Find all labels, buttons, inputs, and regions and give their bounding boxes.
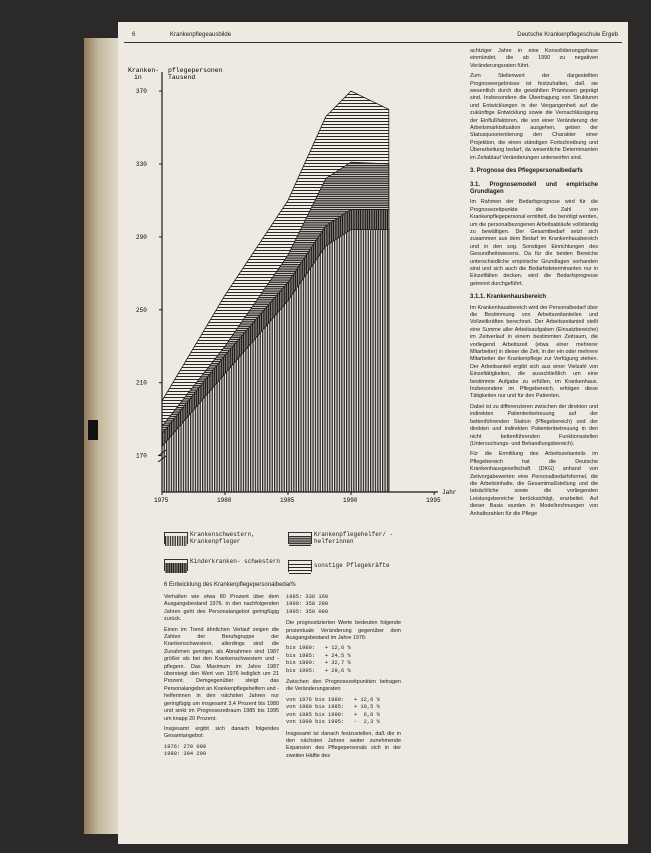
legend-label-kinderkrankenschwestern: Kinderkranken- schwestern (190, 558, 281, 565)
legend-label-krankenpflegehelfer: Krankenpflegehelfer/ -helferinnen (314, 531, 394, 545)
paragraph: Insgesamt ergibt sich danach folgendes Gesamtangebot: (164, 725, 279, 740)
y-tick-label: 370 (136, 88, 147, 96)
y-axis-title-line2a: in (134, 74, 142, 81)
running-head-left: Krankenpflegeausbilde (170, 32, 232, 38)
subsection-heading: 3.1. Prognosemodell und empirische Grundlagen (470, 181, 598, 195)
value-row: 1985: 336 160 (286, 594, 329, 600)
y-tick-label: 250 (136, 306, 147, 314)
y-tick-label: 290 (136, 233, 147, 241)
legend-swatch-sonstige (288, 560, 312, 572)
x-tick-label: 1985 (280, 497, 295, 504)
rate-row: von 1990 bis 1995: - 2,3 % (286, 719, 380, 726)
y-tick-label: 330 (136, 161, 147, 168)
y-tick-label: 210 (136, 379, 147, 387)
subsubsection-heading: 3.1.1. Krankenhausbereich (470, 294, 547, 301)
legend-swatch-kinderkrankenschwestern (164, 559, 188, 571)
x-axis-title: Jahr (442, 489, 457, 496)
running-head-right: Deutsche Krankenpflegeschule Ergeb (517, 32, 618, 38)
paragraph: achtziger Jahre in eine Konsolidierungsphase einmündet, die ab 1990 zu negativen Veränderungsraten führt. (470, 48, 598, 69)
legend-swatch-krankenschwestern (164, 532, 188, 544)
section-heading: 3. Prognose des Pflegepersonalbedarfs (470, 168, 583, 175)
rate-row: von 1985 bis 1990: + 6,6 % (286, 711, 380, 718)
legend-label-krankenschwestern: Krankenschwestern, Krankenpfleger (190, 531, 255, 545)
value-row: 1980: 304 290 (164, 751, 207, 758)
text-column-right (470, 48, 598, 521)
rate-row: von 1976 bis 1980: + 12,6 % (286, 696, 380, 703)
y-axis-title-line2b: Tausend (168, 74, 196, 81)
page-number: 6 (132, 32, 136, 38)
paragraph: Verhalten wie etwa 80 Prozent über dem Ausgangsbestand 1976. In den nachfolgenden Jahren geht des Personalangebot geringfügig zurück. (164, 594, 279, 623)
x-tick-label: 1990 (343, 497, 358, 504)
legend-label-sonstige: sonstige Pflegekräfte (314, 562, 390, 569)
paragraph: Im Rahmen der Bedarfsprognose wird für die Prognosezeitpunkte die Zahl von Krankenpflegepersonal ermittelt, die benötigt werden, um die personalbezogenen Arbeitsabläufe vollständig zu bewältigen. Der Gesamtbedarf setzt sich zusammen aus dem Bedarf im Krankenhausbereich und in den sog. Sonstigen Einrichtungen des Gesundheitswesens. Da für die beiden Bereiche unterschiedliche empirische Grundlagen vorhanden sind und sich auch die Bedarfsdeterminanten nur in Einzelfällen decken, wird die Bedarfsprognose getrennt durchgeführt. (470, 199, 598, 287)
book-page (118, 22, 628, 844)
x-tick-label: 1975 (154, 497, 169, 504)
value-row: 1990: 358 280 (286, 601, 329, 608)
paragraph: Insgesamt ist danach festzustellen, daß die in den nächsten Jahren weiter zunehmende Expansion des Pflegepersonals sich in der zweiten Hälfte des (286, 730, 401, 759)
value-row: 1995: 350 080 (286, 608, 329, 615)
rate-row: von 1980 bis 1985: + 10,5 % (286, 704, 380, 711)
paragraph: Einen im Trend ähnlichen Verlauf zeigen die Zahlen der Berufsgruppe der Krankenschwestern, allerdings sind die Zunahmen geringer, als Abnahmen sind 1987 größer als bei den Krankenschwestern und -pflegern. Das Maximum im Jahre 1987 übersteigt den Wert von 1976 lediglich um 21 Prozent. Demgegenüber steigt das Personalangebot an Krankenpflegehelfern und -helferinnen in den nächsten Jahren nur geringfügig um insgesamt 3,4 Prozent bis 1980 und sinkt im Prognosezeitraum 1985 bis 1995 um knapp 20 Prozent. (164, 626, 279, 722)
paragraph: Zwischen den Prognosezeitpunkten betragen die Veränderungsraten (286, 679, 401, 693)
text-column-left (164, 594, 279, 759)
figure-caption: 6 Entwicklung des Krankenpflegepersonalbedarfs (164, 582, 296, 588)
change-row: bis 1990: + 32,7 % (286, 660, 351, 667)
y-axis-title-line1: Kranken- (128, 67, 160, 74)
paragraph: Zum Stellenwert der dargestellten Prognoseergebnisse ist festzuhalten, daß sie wesentlich durch die gewählten Prämissen geprägt sind. Insbesondere die Übertragung von Strukturen und Entwicklungen in der Vergangenheit auf die zukünftige Entwicklung sowie die Vernachlässigung der Einflußfaktoren, die von einer Veränderung der Arbeitsmarktsituation ausgehen, geben der Statusquoorientierung den Charakter einer Projektion, die einen ständigen Fortschreibung und Überarbeitung bedarf, da wesentliche Determinanten im Zeitablauf Veränderungen unterworfen sind. (470, 73, 598, 161)
paragraph: Dabei ist zu differenzieren zwischen der direkten und indirekten Patientenbetreuung auf der bettenführenden Station (Pflegebereich) und der direkten und indirekten Patientenbetreuung in den nicht bettenführenden Funktionsstellen (Untersuchungs- und Behandlungsbereich). (470, 403, 598, 447)
paragraph: Die prognostizierten Werte bedeuten folgende prozentuale Veränderung gegenüber dem Ausgangsbestand im Jahre 1976: (286, 620, 401, 642)
paragraph: Im Krankenhausbereich wird der Personalbedarf über die Bestimmung von Arbeitszeitanteilen und Vollzeitkräften berechnet. Der Arbeitszeitanteil stellt eine Summe aller Arbeitsaufgaben (Einsatzbereiche) im Zeitverlauf in einem bestimmten Zeitraum, die vorliegend Arbeitszeit (etwa einer mehrerer Mitarbeiter) in dieser die Zeit, in der ein oder mehrere Mitarbeiter der Krankenpflege zur Verfügung stehen. Der Arbeitsanteil ergibt sich aus einer Vielzahl von Einzeltätigkeiten, die ausschließlich um eine bestimmte Aufgabe zu erfüllen, im Krankenhaus. Insbesondere im Pflegebereich, erfolgen diese Tätigkeiten nur und für den Patienten. (470, 304, 598, 400)
text-column-middle (286, 594, 401, 763)
change-row: bis 1995: + 29,6 % (286, 667, 351, 674)
paragraph: Für die Ermittlung des Arbeitszeitanteils im Pflegebereich hat die Deutsche Krankenhausgesellschaft (DKG) anhand von Zeitvorgabewerten eine Personalbedarfsformel, die die Arbeitsinhalte, die Gesamtmaßstellung und die tatsächliche sowie die vorliegenden Leistungsbereiche berücksichtigt, erarbeitet. Auf dieser Basis wurden in Modellrechnungen von Anhaltszahlen für die Pflege (470, 451, 598, 517)
x-tick-label: 1995 (426, 497, 441, 504)
page-marker-tab (88, 420, 98, 440)
change-row: bis 1980: + 12,6 % (286, 645, 351, 652)
change-row: bis 1985: + 24,5 % (286, 652, 351, 659)
y-tick-label: 170 (136, 452, 147, 460)
legend-swatch-krankenpflegehelfer (288, 532, 312, 544)
value-row: 1976: 270 000 (164, 743, 207, 750)
y-axis-title-line1b: pflegepersonen (168, 67, 223, 74)
x-tick-label: 1980 (217, 497, 232, 504)
